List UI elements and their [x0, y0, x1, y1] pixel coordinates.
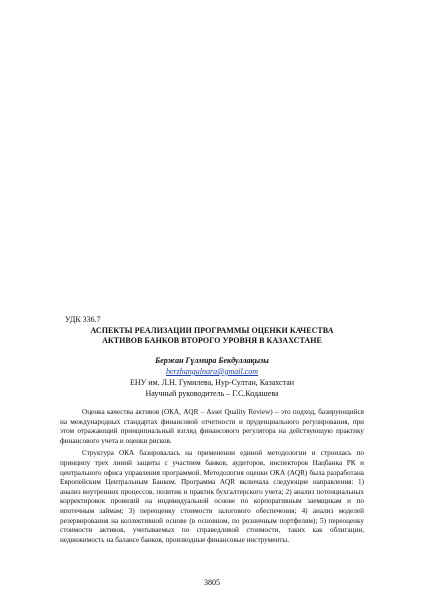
- author-block: [60, 355, 364, 399]
- page-number: 3805: [204, 578, 220, 587]
- udc-code: УДК 336.7: [65, 315, 101, 324]
- body-text: [60, 408, 364, 548]
- author-organization: ЕНУ им. Л.Н. Гумилева, Нур-Султан, Казахстан: [129, 378, 295, 387]
- paper-title-line-1: АСПЕКТЫ РЕАЛИЗАЦИИ ПРОГРАММЫ ОЦЕНКИ КАЧЕСТВА: [90, 326, 334, 335]
- paper-title-line-2: АКТИВОВ БАНКОВ ВТОРОГО УРОВНЯ В КАЗАХСТАНЕ: [102, 336, 322, 345]
- scientific-supervisor: Научный руководитель – Г.С.Кодашева: [145, 389, 279, 398]
- author-email-link[interactable]: berzhangulnara@gmail.com: [165, 367, 259, 376]
- paragraph-2: Структура ОКА базировалась на применении единой методологии и строилась по принципу трех линий защиты с участием банков, аудиторов, инспекторов Нацбанка РК и центрального офиса управления программой. Методология оценки ОКА (AQR) была разработана Европейским Центральным Банком. Программа AQR включала следующие направления: 1) анализ внутренних процессов, политик и практик бухгалтерского учета; 2) анализ потенциальных корректировок провизий на индивидуальной основе по корпоративным заемщикам и по ипотечным займам; 3) переоценку стоимости залогового обеспечения; 4) анализ моделей резервирования на коллективной основе (в основном, по розничным портфелям); 5) переоценку стоимости активов, учитываемых по справедливой стоимости, таких как облигации, недвижимость на балансе банков, производные финансовые инструменты.: [60, 449, 364, 544]
- author-name: Бержан Гүлмира Бекдуллақызы: [155, 356, 269, 365]
- paragraph-1: Оценка качества активов (ОКА, AQR – Asset Quality Review) – это подход, базирующийся на международных стандартах финансовой отчетности и пруденциального регулирования, при этом отражающий принципиальный взгляд финансового регулятора на действующую практику финансового учета и оценки рисков.: [60, 408, 364, 445]
- paper-title: [60, 326, 364, 346]
